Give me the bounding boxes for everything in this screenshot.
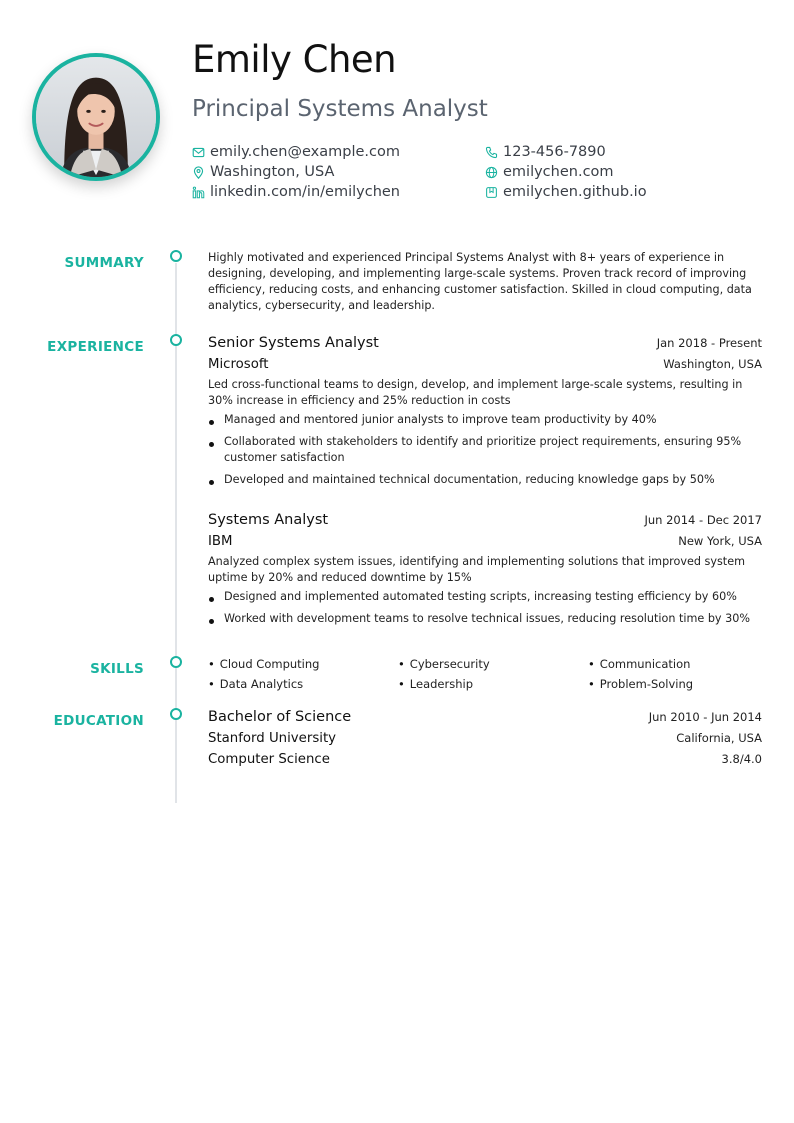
list-item: Worked with development teams to resolve technical issues, reducing resolution time by 30%	[208, 611, 762, 627]
job-description: Led cross-functional teams to design, develop, and implement large-scale systems, resulting in 30% increase in efficiency and 25% reduction in costs	[208, 378, 743, 407]
job-company: Microsoft	[208, 357, 269, 372]
job-header	[208, 335, 762, 351]
skill-item: • Leadership	[398, 676, 588, 692]
section-title-summary: SUMMARY	[64, 255, 144, 271]
contact-location	[192, 162, 334, 182]
globe-icon	[485, 166, 498, 179]
linkedin-icon	[192, 186, 205, 199]
contact-location-text: Washington, USA	[210, 164, 335, 180]
contact-portfolio-text: emilychen.github.io	[503, 184, 647, 200]
skill-item: • Cybersecurity	[398, 656, 588, 672]
education-degree: Bachelor of Science	[208, 709, 352, 725]
skill-item: • Problem-Solving	[588, 676, 762, 692]
bookmark-icon	[485, 186, 498, 199]
list-item: Designed and implemented automated testing scripts, increasing testing efficiency by 60%	[208, 589, 762, 605]
skills-grid	[208, 656, 762, 692]
education-field: Computer Science	[208, 752, 330, 767]
education-details	[208, 752, 762, 767]
education-dates: Jun 2010 - Jun 2014	[648, 710, 762, 724]
skill-item: • Communication	[588, 656, 762, 672]
job-role: Senior Systems Analyst	[208, 335, 379, 351]
skills-section	[208, 656, 762, 692]
summary-text: Highly motivated and experienced Principal Systems Analyst with 8+ years of experience in designing, developing, and implementing large-scale systems. Proven track record of improving efficiency, reducing costs, and enhancing customer satisfaction. Skilled in cloud computing, data analytics, cybersecurity, and leadership.	[208, 251, 752, 312]
section-title-education: EDUCATION	[53, 713, 144, 729]
job-subheader	[208, 534, 762, 549]
job-role: Systems Analyst	[208, 512, 329, 528]
section-title-skills: SKILLS	[90, 661, 144, 677]
job-subheader	[208, 357, 762, 372]
job-header	[208, 512, 762, 528]
section-title-experience: EXPERIENCE	[47, 339, 144, 355]
contact-phone-text: 123-456-7890	[503, 144, 606, 160]
map-pin-icon	[192, 166, 205, 179]
timeline-dot-experience	[170, 334, 182, 346]
list-item: Collaborated with stakeholders to identify and prioritize project requirements, ensuring 95% customer satisfaction	[208, 434, 762, 466]
experience-job-2	[208, 512, 762, 633]
contact-email[interactable]	[192, 142, 400, 162]
skill-item: • Data Analytics	[208, 676, 398, 692]
contact-portfolio[interactable]	[485, 182, 647, 202]
timeline-dot-summary	[170, 250, 182, 262]
job-company: IBM	[208, 534, 233, 549]
job-location: Washington, USA	[663, 357, 762, 371]
candidate-name: Emily Chen	[192, 38, 397, 81]
contact-phone[interactable]	[485, 142, 606, 162]
contact-linkedin[interactable]	[192, 182, 400, 202]
job-bullets	[208, 412, 762, 488]
job-description: Analyzed complex system issues, identifying and implementing solutions that improved system uptime by 20% and reduced downtime by 15%	[208, 555, 745, 584]
contact-email-text: emily.chen@example.com	[210, 144, 400, 160]
avatar	[32, 53, 160, 181]
list-item: Developed and maintained technical documentation, reducing knowledge gaps by 50%	[208, 472, 762, 488]
summary-section	[208, 250, 762, 314]
phone-icon	[485, 146, 498, 159]
education-subheader	[208, 731, 762, 746]
education-header	[208, 709, 762, 725]
candidate-headline: Principal Systems Analyst	[192, 96, 488, 122]
education-gpa: 3.8/4.0	[721, 752, 762, 766]
job-dates: Jan 2018 - Present	[656, 336, 762, 350]
contact-linkedin-text: linkedin.com/in/emilychen	[210, 184, 400, 200]
contact-website[interactable]	[485, 162, 614, 182]
list-item: Managed and mentored junior analysts to improve team productivity by 40%	[208, 412, 762, 428]
contact-website-text: emilychen.com	[503, 164, 614, 180]
job-dates: Jun 2014 - Dec 2017	[644, 513, 762, 527]
timeline-dot-education	[170, 708, 182, 720]
job-bullets	[208, 589, 762, 627]
experience-job-1	[208, 335, 762, 494]
skill-item: • Cloud Computing	[208, 656, 398, 672]
education-location: California, USA	[676, 731, 762, 745]
profile-photo	[36, 57, 156, 177]
mail-icon	[192, 146, 205, 159]
education-section	[208, 709, 762, 767]
job-location: New York, USA	[678, 534, 762, 548]
education-school: Stanford University	[208, 731, 337, 746]
timeline-dot-skills	[170, 656, 182, 668]
